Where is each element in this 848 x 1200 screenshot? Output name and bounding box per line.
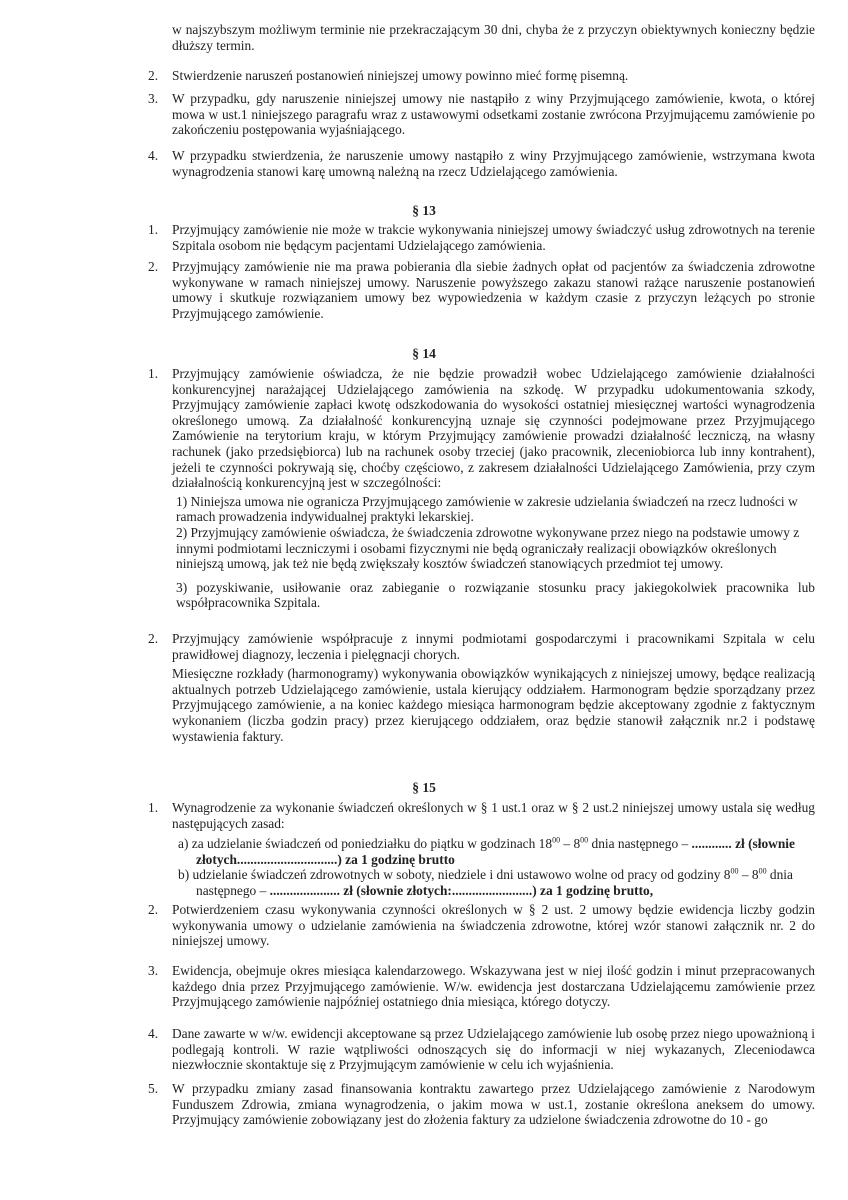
section-heading-15: § 15 [412,780,436,795]
item-number: 2. [148,902,159,917]
item-number: 4. [148,1026,159,1041]
item-text: Dane zawarte w w/w. ewidencji akceptowane są przez Udzielającego zamówienie lub osobę przez niego upoważnioną i podlegają kontroli. W razie wątpliwości odnoszących się do informacji w niej wykazanych, Zleceniodawca niezwłocznie skontaktuje się z Przyjmującym zamówienie w celu ich wyjaśnienia. [172,1026,815,1073]
rate-weekend: b) udzielanie świadczeń zdrowotnych w soboty, niedziele i dni ustawowo wolne od pracy od godziny $8^{00} - 8^{00}$ dnia następnego – ..................... zł (słownie złotych:........................) za 1 godzinę brutto, [178,866,793,898]
list-item [148,366,815,611]
paragraph-text: Miesięczne rozkłady (harmonogramy) wykonywania obowiązków wynikających z niniejszej umowy, będące realizacją aktualnych potrzeb Udzielającego zamówienie, ustala kierujący oddziałem. Harmonogram będzie sporządzany przez Przyjmującego zamówienie, a na koniec każdego miesiąca harmonogram będzie akceptowany zgodnie z faktycznym wykonaniem (liczba godzin pracy) przez kierującego oddziałem, oraz będzie stanowił załącznik nr.2 i podstawę wystawienia faktury. [172,666,815,744]
sub-item: 1) Niniejsza umowa nie ogranicza Przyjmującego zamówienie w zakresie udzielania świadczeń na rzecz ludności w ramach prowadzenia indywidualnej praktyki lekarskiej. [176,493,798,525]
item-text: Wynagrodzenie za wykonanie świadczeń określonych w § 1 ust.1 oraz w § 2 ust.2 niniejszej umowy ustala się według następujących zasad: [172,800,815,831]
item-number: 2. [148,631,159,646]
item-text: Stwierdzenie naruszeń postanowień niniejszej umowy powinno mieć formę pisemną. [172,68,629,83]
item-text: W przypadku, gdy naruszenie niniejszej umowy nie nastąpiło z winy Przyjmującego zamówienie, kwota, o której mowa w ust.1 niniejszego paragrafu wraz z ustawowymi odsetkami zostanie zwrócona Przyjmującemu zamówienie po zakończeniu postępowania wyjaśniającego. [172,91,815,138]
list-item [148,902,815,949]
item-number: 1. [148,366,159,381]
list-item [148,91,815,138]
sub-item: 2) Przyjmujący zamówienie oświadcza, że świadczenia zdrowotne wykonywane przez niego na podstawie umowy z innymi podmiotami leczniczymi i osobami fizycznymi nie będą ograniczały realizacji obowiązków określonych niniejszą umową, jak też nie będą zwiększały kosztów świadczeń stanowiących przedmiot tej umowy. [176,524,800,572]
item-number: 3. [148,91,159,106]
list-item [148,259,815,321]
paragraph-text: w najszybszym możliwym terminie nie przekraczającym 30 dni, chyba że z przyczyn obiektywnych konieczny będzie dłuższy termin. [172,22,815,53]
item-number: 2. [148,68,159,83]
list-item [148,1081,815,1128]
list-item [148,68,815,84]
rate-weekday: a) za udzielanie świadczeń od poniedziałku do piątku w godzinach $18^{00} - 8^{00}$ dnia następnego – ............ zł (słownie złotych..............................) za 1 godzinę brutto [178,835,795,867]
section-heading-13: § 13 [412,203,436,218]
item-text: W przypadku stwierdzenia, że naruszenie umowy nastąpiło z winy Przyjmującego zamówienie, wstrzymana kwota wynagrodzenia stanowi karę umowną należną na rzecz Udzielającego zamówienia. [172,148,815,179]
item-number: 3. [148,963,159,978]
list-item [148,800,815,899]
item-text: W przypadku zmiany zasad finansowania kontraktu zawartego przez Udzielającego zamówienie z Narodowym Funduszem Zdrowia, zmiana wynagrodzenia, o jakim mowa w ust.1, zostanie określona aneksem do umowy. Przyjmujący zamówienie zobowiązany jest do złożenia faktury za udzielone świadczenia zdrowotne do 10 - go [172,1081,815,1128]
item-text: Przyjmujący zamówienie nie ma prawa pobierania dla siebie żadnych opłat od pacjentów za świadczenia zdrowotne wykonywane w ramach niniejszej umowy. Naruszenie powyższego zakazu stanowi rażące naruszenie postanowień umowy i skutkuje rozwiązaniem umowy bez wypowiedzenia w każdym czasie z przyczyn leżących po stronie Przyjmującego zamówienie. [172,259,815,321]
item-text: Ewidencja, obejmuje okres miesiąca kalendarzowego. Wskazywana jest w niej ilość godzin i minut przepracowanych każdego dnia przez Przyjmującego zamówienie. W/w. ewidencja jest dostarczana Udzielającemu zamówienie przez Przyjmującego zamówienie najpóźniej ostatniego dnia miesiąca, którego dotyczy. [172,963,815,1010]
item-number: 2. [148,259,159,274]
item-text: Przyjmujący zamówienie nie może w trakcie wykonywania niniejszej umowy świadczyć usług zdrowotnych na terenie Szpitala osobom nie będącym pacjentami Udzielającego zamówienia. [172,222,815,253]
sub-item: 3) pozyskiwanie, usiłowanie oraz zabieganie o rozwiązanie stosunku pracy jakiegokolwiek pracownika lub współpracownika Szpitala. [176,579,815,611]
item-text: Przyjmujący zamówienie współpracuje z innymi podmiotami gospodarczymi i pracownikami Szpitala w celu prawidłowej diagnozy, leczenia i pielęgnacji chorych. [172,631,815,662]
list-item [148,631,815,744]
list-item [148,1026,815,1073]
list-item [148,222,815,253]
item-number: 1. [148,800,159,815]
list-item [148,963,815,1010]
item-text: Przyjmujący zamówienie oświadcza, że nie będzie prowadził wobec Udzielającego zamówienie działalności konkurencyjnej narażającej Udzielającego zamówienia na szkodę. W przypadku udokumentowania szkody, Przyjmujący zamówienie zapłaci kwotę odszkodowania do wysokości ostatniej miesięcznej wartości wynagrodzenia określonego umową. Za działalność konkurencyjną uznaje się czynności podejmowane przez Przyjmującego Zamówienie na terytorium kraju, w którym Przyjmujący zamówienie prowadzi działalność leczniczą, na własny rachunek (jako przedsiębiorca) lub na rachunek osoby trzeciej (jako pracownik, zleceniobiorca lub inny kontrahent), jeżeli te czynności pokrywają się, choćby częściowo, z zakresem działalności Udzielającego Zamówienia, przy czym działalnością konkurencyjną jest w szczególności: [172,366,815,491]
item-number: 4. [148,148,159,163]
section-heading-14: § 14 [412,346,436,361]
list-item [148,148,815,179]
item-number: 1. [148,222,159,237]
item-number: 5. [148,1081,159,1096]
item-text: Potwierdzeniem czasu wykonywania czynności określonych w § 2 ust. 2 umowy będzie ewidencja liczby godzin wykonywania umowy o udzielanie zamówienia na świadczenia zdrowotne, której wzór stanowi załącznik nr. 2 do niniejszej umowy. [172,902,815,949]
paragraph-continuation [172,22,815,53]
